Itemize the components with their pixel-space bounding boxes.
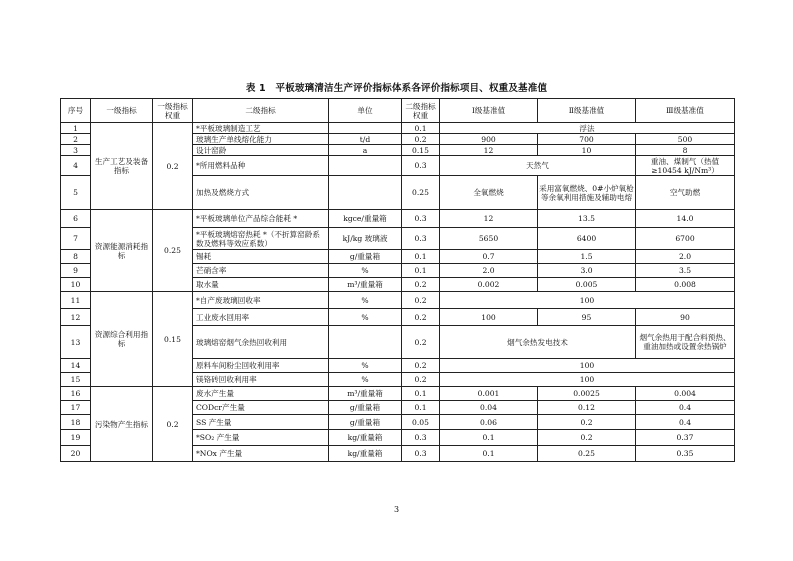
- indicator-name: 设计窑龄: [193, 145, 329, 156]
- unit-cell: kJ/kg 玻璃液: [329, 228, 402, 250]
- benchmark-level-1: 5650: [440, 228, 538, 250]
- benchmark-level-1: 0.1: [440, 430, 538, 446]
- table-row: [61, 123, 735, 134]
- indicator-weight: 0.2: [402, 278, 440, 292]
- indicator-name: 镁铬砖回收利用率: [193, 373, 329, 387]
- unit-cell: [329, 156, 402, 176]
- benchmark-level-2: 0.25: [538, 446, 636, 462]
- header-cell: Ⅰ级基准值: [440, 99, 538, 123]
- indicator-name: *平板玻璃单位产品综合能耗 *: [193, 210, 329, 228]
- group-name: 资源能源消耗指标: [91, 210, 153, 292]
- benchmark-level-3: 0.004: [636, 387, 735, 401]
- indicator-name: 取水量: [193, 278, 329, 292]
- indicator-weight: 0.1: [402, 401, 440, 415]
- benchmark-level-3: 重油、煤制气（热值≥10454 kJ/Nm³）: [636, 156, 735, 176]
- row-number: 19: [61, 430, 91, 446]
- indicator-weight: 0.05: [402, 415, 440, 430]
- group-weight: 0.15: [153, 292, 193, 387]
- benchmark-level-1: 0.002: [440, 278, 538, 292]
- row-number: 10: [61, 278, 91, 292]
- table-row: [61, 387, 735, 401]
- row-number: 17: [61, 401, 91, 415]
- benchmark-level-1: 全氧燃烧: [440, 176, 538, 210]
- table-row: [61, 292, 735, 309]
- header-cell: 单位: [329, 99, 402, 123]
- unit-cell: t/d: [329, 134, 402, 145]
- benchmark-level-3: 0.37: [636, 430, 735, 446]
- row-number: 2: [61, 134, 91, 145]
- unit-cell: [329, 176, 402, 210]
- benchmark-level-2: 3.0: [538, 264, 636, 278]
- indicator-name: *所用燃料品种: [193, 156, 329, 176]
- benchmark-level-1: 2.0: [440, 264, 538, 278]
- indicator-name: *自产废玻璃回收率: [193, 292, 329, 309]
- page-number: 3: [393, 505, 400, 514]
- row-number: 11: [61, 292, 91, 309]
- indicator-weight: 0.3: [402, 228, 440, 250]
- indicator-name: SS 产生量: [193, 415, 329, 430]
- benchmark-level-1: 0.1: [440, 446, 538, 462]
- row-number: 1: [61, 123, 91, 134]
- benchmark-level-2: 95: [538, 309, 636, 326]
- indicator-name: 锡耗: [193, 250, 329, 264]
- indicator-weight: 0.2: [402, 359, 440, 373]
- benchmark-merged: 100: [440, 373, 735, 387]
- benchmark-merged: 100: [440, 292, 735, 309]
- benchmark-level-2: 0.12: [538, 401, 636, 415]
- row-number: 16: [61, 387, 91, 401]
- benchmark-level-2: 0.0025: [538, 387, 636, 401]
- indicator-weight: 0.1: [402, 123, 440, 134]
- benchmark-level-1: 900: [440, 134, 538, 145]
- indicator-weight: 0.1: [402, 264, 440, 278]
- indicator-weight: 0.1: [402, 250, 440, 264]
- benchmark-level-2: 采用富氧燃烧、0#小炉氧枪等余氧利用措施及辅助电熔: [538, 176, 636, 210]
- unit-cell: kg/重量箱: [329, 430, 402, 446]
- indicator-weight: 0.2: [402, 373, 440, 387]
- group-name: 污染物产生指标: [91, 387, 153, 462]
- benchmark-level-3: 3.5: [636, 264, 735, 278]
- row-number: 6: [61, 210, 91, 228]
- benchmark-level-3: 0.35: [636, 446, 735, 462]
- indicator-name: *平板玻璃制造工艺: [193, 123, 329, 134]
- indicator-weight: 0.3: [402, 430, 440, 446]
- benchmark-level-1: 100: [440, 309, 538, 326]
- header-cell: 一级指标权重: [153, 99, 193, 123]
- unit-cell: g/重量箱: [329, 250, 402, 264]
- group-name: 生产工艺及装备指标: [91, 123, 153, 210]
- group-name: 资源综合利用指标: [91, 292, 153, 387]
- indicator-name: CODcr产生量: [193, 401, 329, 415]
- benchmark-level-2: 1.5: [538, 250, 636, 264]
- indicator-name: 芒硝含率: [193, 264, 329, 278]
- indicator-name: 工业废水回用率: [193, 309, 329, 326]
- benchmark-level-3: 空气助燃: [636, 176, 735, 210]
- row-number: 20: [61, 446, 91, 462]
- header-row: [61, 99, 735, 123]
- row-number: 12: [61, 309, 91, 326]
- row-number: 18: [61, 415, 91, 430]
- group-weight: 0.2: [153, 387, 193, 462]
- row-number: 8: [61, 250, 91, 264]
- indicator-weight: 0.15: [402, 145, 440, 156]
- indicator-weight: 0.2: [402, 309, 440, 326]
- unit-cell: [329, 326, 402, 359]
- indicator-name: 玻璃熔窑烟气余热回收利用: [193, 326, 329, 359]
- header-cell: 一级指标: [91, 99, 153, 123]
- benchmark-level-3: 90: [636, 309, 735, 326]
- row-number: 13: [61, 326, 91, 359]
- indicator-name: 加热及燃烧方式: [193, 176, 329, 210]
- indicator-weight: 0.2: [402, 134, 440, 145]
- row-number: 9: [61, 264, 91, 278]
- benchmark-level-2: 0.2: [538, 430, 636, 446]
- benchmark-level-3: 烟气余热用于配合料预热、重油加热或设置余热锅炉: [636, 326, 735, 359]
- benchmark-level-1: 12: [440, 145, 538, 156]
- benchmark-level-1: 0.001: [440, 387, 538, 401]
- indicator-weight: 0.2: [402, 326, 440, 359]
- row-number: 4: [61, 156, 91, 176]
- indicator-name: *平板玻璃熔窑热耗 *（不折算窑龄系数及燃料等效应系数）: [193, 228, 329, 250]
- benchmark-level-1-2: 天然气: [440, 156, 636, 176]
- unit-cell: g/重量箱: [329, 401, 402, 415]
- unit-cell: m³/重量箱: [329, 278, 402, 292]
- benchmark-level-2: 10: [538, 145, 636, 156]
- benchmark-level-3: 8: [636, 145, 735, 156]
- row-number: 3: [61, 145, 91, 156]
- unit-cell: %: [329, 292, 402, 309]
- benchmark-level-2: 0.2: [538, 415, 636, 430]
- benchmark-level-3: 6700: [636, 228, 735, 250]
- table-row: [61, 210, 735, 228]
- indicator-weight: 0.2: [402, 292, 440, 309]
- unit-cell: a: [329, 145, 402, 156]
- unit-cell: kg/重量箱: [329, 446, 402, 462]
- benchmark-merged: 浮法: [440, 123, 735, 134]
- indicator-name: *NOx 产生量: [193, 446, 329, 462]
- table-title: 表 1 平板玻璃清洁生产评价指标体系各评价指标项目、权重及基准值: [245, 83, 548, 94]
- benchmark-merged: 100: [440, 359, 735, 373]
- unit-cell: %: [329, 373, 402, 387]
- benchmark-level-1: 0.7: [440, 250, 538, 264]
- unit-cell: [329, 123, 402, 134]
- unit-cell: %: [329, 359, 402, 373]
- indicator-name: 原料车间粉尘回收利用率: [193, 359, 329, 373]
- benchmark-level-1-2: 烟气余热发电技术: [440, 326, 636, 359]
- benchmark-level-1: 0.04: [440, 401, 538, 415]
- indicator-weight: 0.3: [402, 156, 440, 176]
- group-weight: 0.2: [153, 123, 193, 210]
- benchmark-level-1: 0.06: [440, 415, 538, 430]
- indicator-weight: 0.3: [402, 446, 440, 462]
- benchmark-level-3: 0.4: [636, 401, 735, 415]
- benchmark-level-2: 0.005: [538, 278, 636, 292]
- indicator-name: 废水产生量: [193, 387, 329, 401]
- indicator-weight: 0.1: [402, 387, 440, 401]
- indicator-name: *SO₂ 产生量: [193, 430, 329, 446]
- benchmark-level-3: 0.4: [636, 415, 735, 430]
- row-number: 5: [61, 176, 91, 210]
- group-weight: 0.25: [153, 210, 193, 292]
- header-cell: Ⅲ级基准值: [636, 99, 735, 123]
- indicator-name: 玻璃生产单线熔化能力: [193, 134, 329, 145]
- indicator-weight: 0.3: [402, 210, 440, 228]
- header-cell: 二级指标: [193, 99, 329, 123]
- indicator-weight: 0.25: [402, 176, 440, 210]
- benchmark-level-3: 14.0: [636, 210, 735, 228]
- row-number: 7: [61, 228, 91, 250]
- header-cell: 二级指标权重: [402, 99, 440, 123]
- header-cell: Ⅱ级基准值: [538, 99, 636, 123]
- benchmark-level-2: 13.5: [538, 210, 636, 228]
- row-number: 15: [61, 373, 91, 387]
- benchmark-level-2: 700: [538, 134, 636, 145]
- unit-cell: m³/重量箱: [329, 387, 402, 401]
- unit-cell: %: [329, 309, 402, 326]
- row-number: 14: [61, 359, 91, 373]
- benchmark-level-3: 2.0: [636, 250, 735, 264]
- benchmark-level-1: 12: [440, 210, 538, 228]
- benchmark-level-3: 500: [636, 134, 735, 145]
- benchmark-level-2: 6400: [538, 228, 636, 250]
- unit-cell: kgce/重量箱: [329, 210, 402, 228]
- header-cell: 序号: [61, 99, 91, 123]
- evaluation-index-table: [60, 98, 735, 462]
- unit-cell: %: [329, 264, 402, 278]
- unit-cell: g/重量箱: [329, 415, 402, 430]
- benchmark-level-3: 0.008: [636, 278, 735, 292]
